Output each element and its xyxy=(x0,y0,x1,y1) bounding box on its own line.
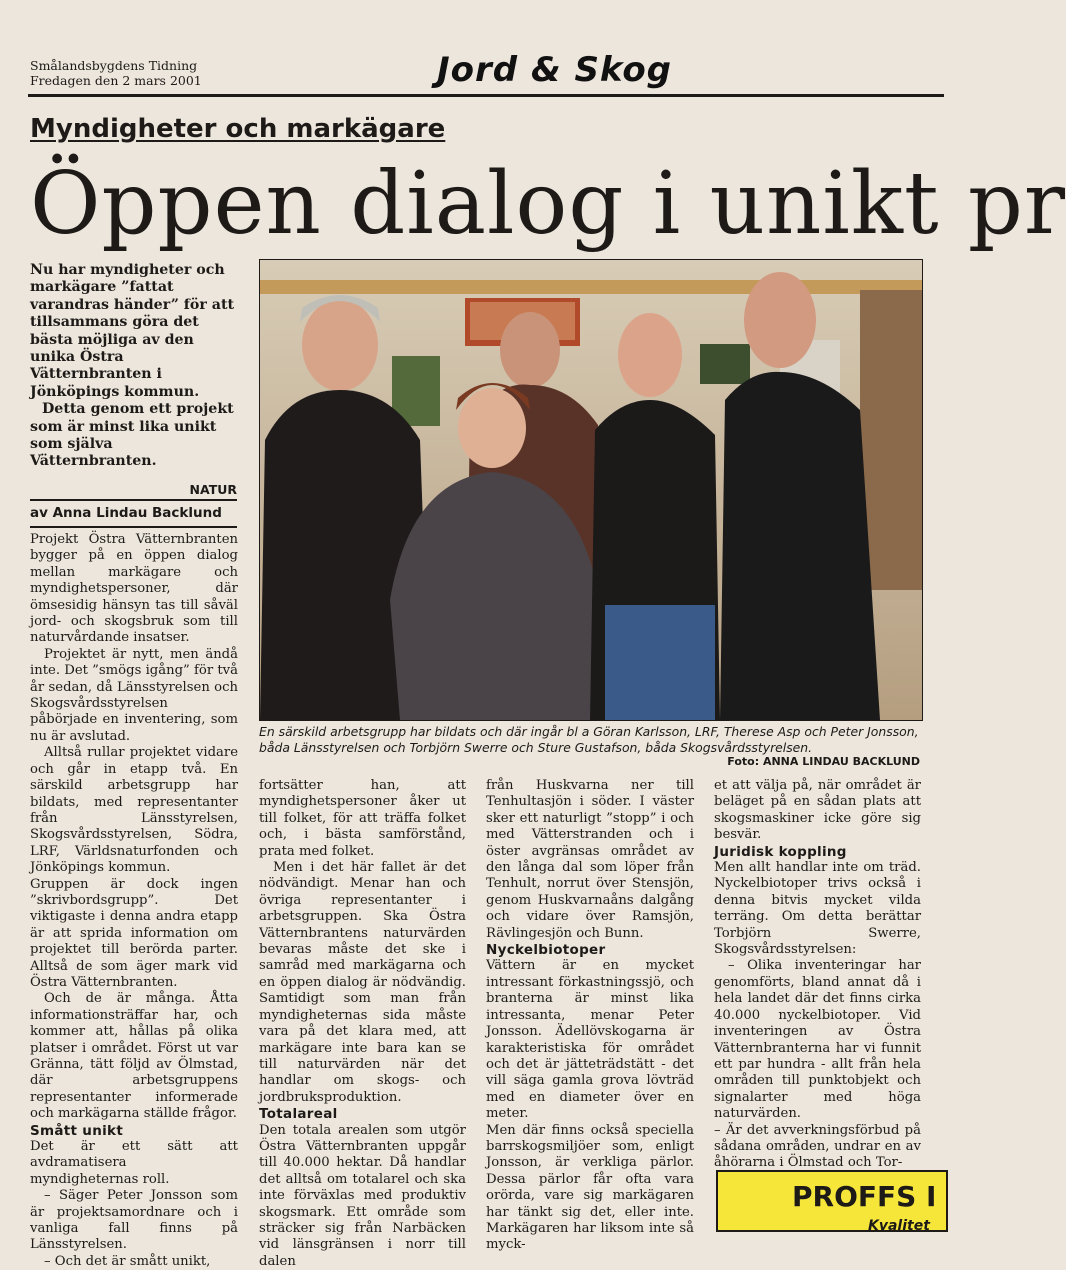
paragraph: fortsätter han, att myndighetspersoner åker ut till folket, för att träffa folket och, i bästa samförstånd, prata med folket. xyxy=(259,778,466,859)
photo-caption: En särskild arbetsgrupp har bildats och där ingår bl a Göran Karlsson, LRF, Therese Asp och Peter Jonsson, båda Länsstyrelsen och Torbjörn Swerre och Sture Gustafson, båda Skogsvårdsstyrelsen. xyxy=(259,724,919,755)
subhead-totalareal: Totalareal xyxy=(259,1106,338,1123)
paragraph: Men allt handlar inte om träd. Nyckelbiotoper trivs också i denna bitvis mycket vilda terräng. Om detta berättar Torbjörn Swerre, Skogsvårdsstyrelsen: xyxy=(714,860,921,958)
advertisement xyxy=(716,1170,948,1232)
ingress-paragraph: Nu har myndigheter och markägare ”fattat varandras händer” för att tillsammans göra det bästa möjliga av den unika Östra Vätternbranten i Jönköpings kommun. xyxy=(30,262,235,400)
paragraph: Det är ett sätt att avdramatisera myndigheternas roll. xyxy=(30,1139,238,1187)
paragraph: Men där finns också speciella barrskogsmiljöer som, enligt Jonsson, är verkliga pärlor. Dessa pärlor får ofta vara orörda, vare sig markägaren har tänkt sig det, eller inte. Markägaren har liksom inte så myck- xyxy=(486,1122,694,1253)
paragraph: – Och det är smått unikt, xyxy=(44,1253,211,1269)
paragraph: Alltså rullar projektet vidare och går in etapp två. En särskild arbetsgrupp har bildats, med representanter från Länsstyrelsen, Skogsvårdsstyrelsen, Södra, LRF, Världsnaturfonden och Jönköpings kommun. xyxy=(30,745,238,876)
paragraph: Vättern är en mycket intressant förkastningssjö, och branterna är minst lika intressanta, menar Peter Jonsson. Ädellövskogarna är karakteristiska för området och det är jätteträdstätt - det vill säga gamla grova lövträd med en diameter över en meter. xyxy=(486,958,694,1122)
category-label: NATUR xyxy=(30,482,237,501)
column-3 xyxy=(486,778,694,1254)
paragraph: – Säger Peter Jonsson som är projektsamordnare och i vanliga fall finns på Länsstyrelsen. xyxy=(30,1188,238,1253)
photo-credit: Foto: ANNA LINDAU BACKLUND xyxy=(727,755,920,768)
paper-name: Smålandsbygdens Tidning xyxy=(30,58,198,73)
paragraph: Gruppen är dock ingen ”skrivbordsgrupp”. Det viktigaste i denna andra etapp är att sprida information om projektet till berörda parter. Alltså de som äger mark vid Östra Vätternbranten. xyxy=(30,876,238,990)
subhead-juridisk-koppling: Juridisk koppling xyxy=(714,843,847,860)
section-logo: Jord & Skog xyxy=(437,50,673,90)
paragraph: Projekt Östra Vätternbranten bygger på en öppen dialog mellan markägare och myndighetspersoner, där ömsesidig hänsyn tas till såväl jord- och skogsbruk som till naturvårdande insatser. xyxy=(30,532,238,646)
article-ingress xyxy=(30,262,238,471)
byline-rule xyxy=(30,526,237,528)
masthead-info xyxy=(30,58,202,88)
group-photo xyxy=(259,259,923,721)
column-4 xyxy=(714,778,921,1172)
paragraph: Projektet är nytt, men ändå inte. Det ”smögs igång” för två år sedan, då Länsstyrelsen och Skogsvårdsstyrelsen påbörjade en inventering, som nu är avslutad. xyxy=(30,646,238,744)
paragraph: et att välja på, när området är beläget på en sådan plats att skogsmaskiner icke göre sig besvär. xyxy=(714,778,921,843)
subhead-nyckelbiotoper: Nyckelbiotoper xyxy=(486,942,606,959)
article-kicker: Myndigheter och markägare xyxy=(30,114,446,144)
byline: av Anna Lindau Backlund xyxy=(30,505,222,521)
column-1 xyxy=(30,532,238,1270)
subhead-smatt-unikt: Smått unikt xyxy=(30,1122,124,1139)
ad-subtitle: Kvalitet xyxy=(868,1218,930,1234)
ad-title: PROFFS I xyxy=(792,1180,937,1213)
paragraph: från Huskvarna ner till Tenhultasjön i söder. I väster sker ett naturligt ”stopp” i och med Vätterstranden och i öster avgränsas området av den långa dal som löper från Tenhult, norrut över Stensjön, genom Huskvarnaåns dalgång och vidare över Ramsjön, Rävlingesjön och Bunn. xyxy=(486,778,694,941)
article-headline: Öppen dialog i unikt pr xyxy=(30,154,1066,254)
paragraph: – Är det avverkningsförbud på sådana områden, undrar en av åhörarna i Ölmstad och Tor- xyxy=(714,1122,921,1171)
masthead-rule xyxy=(28,94,944,97)
paragraph: Och de är många. Åtta informationsträffar har, och kommer att, hållas på olika platser i området. Först ut var Gränna, tätt följd av Ölmstad, där arbetsgruppens representanter informerade och markägarna ställde frågor. xyxy=(30,991,238,1122)
column-2 xyxy=(259,778,466,1270)
paragraph: – Olika inventeringar har genomförts, bland annat då i hela landet där det finns cirka 40.000 nyckelbiotoper. Vid inventeringen av Östra Vätternbranterna har vi funnit ett par hundra - allt från hela områden till punktobjekt och signalarter med höga naturvärden. xyxy=(714,958,921,1122)
paragraph: Den totala arealen som utgör Östra Vätternbranten uppgår till 40.000 hektar. Då handlar det alltså om totalarel och ska inte förväxlas med produktiv skogsmark. Ett område som sträcker sig från Narbäcken vid länsgränsen i norr till dalen xyxy=(259,1122,466,1269)
paragraph: Men i det här fallet är det nödvändigt. Menar han och övriga representanter i arbetsgruppen. Ska Östra Vätternbrantens naturvärden bevaras måste det ske i samråd med markägarna och en öppen dialog är nödvändig. Samtidigt som man från myndigheternas sida måste vara på det klara med, att markägare inte bara kan se till naturvärden när det handlar om skogs- och jordbruksproduktion. xyxy=(259,860,466,1105)
ingress-paragraph: Detta genom ett projekt som är minst lika unikt som själva Vätternbranten. xyxy=(30,401,234,470)
issue-date: Fredagen den 2 mars 2001 xyxy=(30,73,202,88)
